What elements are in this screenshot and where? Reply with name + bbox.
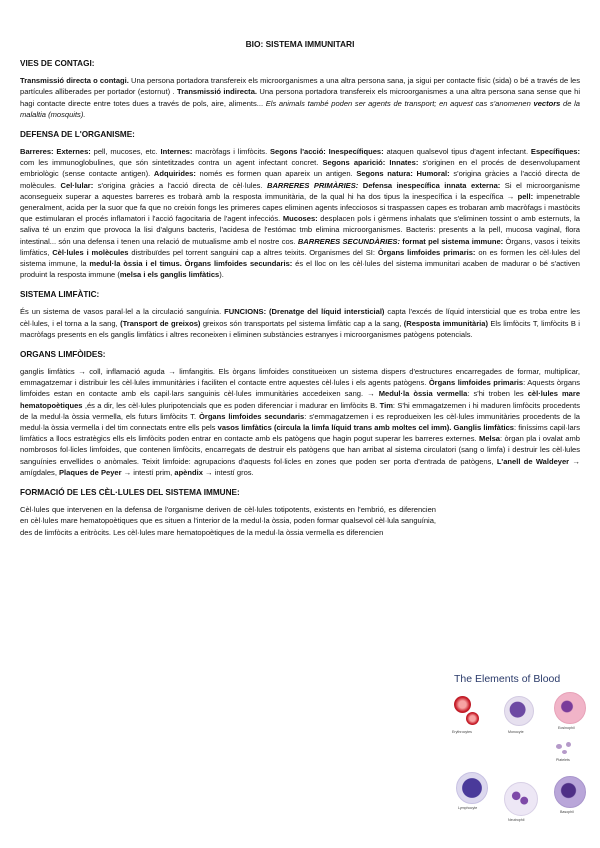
- text-run: Òrgans, vasos i teixits limfàtics,: [20, 236, 580, 257]
- section-paragraph: [20, 306, 580, 340]
- text-run: Cèl·lules i molècules: [52, 247, 129, 257]
- text-run: s'originen en el procés de desenvolupament embriològic (sense contacte antigen).: [20, 158, 581, 179]
- text-run: : s'emmagatzemen i es reprodueixen les cèl·lules immunitàries procedents de la medul·la òssia vermella i del tim connectats entre ells pels: [20, 411, 581, 433]
- text-run: És un sistema de vasos paral·lel a la circulació sanguínia.: [20, 307, 225, 317]
- text-run: Medul·la òssia vermella: [378, 389, 468, 399]
- text-run: Una persona portadora transfereix els microorganismes a una altra persona sana sense que hi hagi contacte directe entre totes dues a través de pols, aire, aliments...: [20, 87, 580, 108]
- text-run: Barreres: Externes:: [20, 147, 91, 157]
- text-run: Internes:: [160, 147, 193, 157]
- text-run: capta l'excés de líquid intersticial que es troba entre les cèl·lules, i el torna a la sang,: [20, 307, 580, 328]
- text-run: distribuïdes pel torrent sanguini cap a altres teixits. Organismes del SI:: [128, 247, 378, 257]
- text-run: (Resposta immunitària): [403, 318, 488, 328]
- text-run: Cèl·lules que intervenen en la defensa de l'organisme deriven de cèl·lules totipotents, existents en l'embrió, es diferencien en cèl·lules mare hematopoètiques que es situen a l'interior de la medul·la òssia, poden formar qualsevol cèl·lula sanguínia, des de limfòcits a eritròcits. Les cèl·lules mare hematopoètiques de la medul·la òssia vermella es diferencien: [20, 505, 436, 537]
- eosinophil-cell-icon: [554, 692, 586, 724]
- figure-label: Erythrocytes: [452, 730, 472, 734]
- section-heading: DEFENSA DE L'ORGANISME:: [20, 130, 135, 140]
- text-run: pell, mucoses, etc.: [90, 147, 161, 157]
- figure-label: Neutrophil: [508, 818, 525, 822]
- erythrocyte-cell-icon: [466, 712, 479, 725]
- text-run: → intestí gros.: [202, 467, 254, 477]
- section-heading: VIES DE CONTAGI:: [20, 59, 95, 69]
- text-run: ).: [219, 270, 224, 280]
- text-run: BARRERES SECUNDÀRIES:: [297, 236, 400, 246]
- text-run: ganglis limfàtics → coll, inflamació aguda → limfangitis. Els òrgans limfoides constitueixen un sistema dispers d'estructures encarregades de formar, multiplicar, emmagatzemar i distribuir les cèl·lules immunitàries i faciliten el contacte entre aquestes cèl·lules i els agents patògens.: [20, 367, 580, 388]
- erythrocyte-cell-icon: [454, 696, 471, 713]
- figure-label: Basophil: [560, 810, 574, 814]
- section-defensa-organisme: [20, 129, 580, 280]
- text-run: Mucoses:: [282, 214, 318, 224]
- lymphocyte-cell-icon: [456, 772, 488, 804]
- text-run: Melsa: [479, 434, 501, 444]
- section-organs-limfoides: [20, 349, 580, 478]
- text-run: Cel·lular:: [60, 180, 94, 190]
- text-run: pell:: [517, 191, 534, 201]
- figure-title: The Elements of Blood: [454, 673, 561, 685]
- text-run: Els limfòcits T, limfòcits B i macròfags presents en els ganglis limfàtics i altres reconeixen i eliminen substàncies estranyes i microorganismes patògens potencials.: [20, 318, 580, 339]
- platelet-icon: [562, 750, 567, 754]
- text-run: apèndix: [174, 467, 203, 477]
- text-run: macròfags i limfòcits.: [192, 147, 271, 157]
- text-run: FUNCIONS: (Drenatge del líquid intersticial): [224, 307, 385, 317]
- text-run: desplacen pols i gèrmens inhalats que s'eliminen tossint o amb esternuts, la saliva té un enzim que provoca la lisi d'alguns bacteris, l'acidesa de l'estómac tmb elimina microorganismes. Bacteris: presents a la pell, mucosa vaginal, flora intestinal... són una defensa i tenen una relació de mutualisme amb el nostre cos.: [20, 214, 580, 246]
- text-run: : finíssims capil·lars limfàtics a llocs estratègics ells els limfòcits poden entrar en contacte amb els patògens que hagin pogut superar les barreres externes.: [20, 423, 580, 444]
- section-sistema-limfatic: [20, 289, 580, 340]
- text-run: → intestí prim,: [121, 467, 175, 477]
- text-run: Òrgans limfoides primaris:: [377, 247, 476, 257]
- text-run: Si el microorganisme aconsegueix superar a aquestes barreres es trobarà amb la resposta immunitària, de la qual hi ha dos tipus la inespecífica i la específica →: [20, 180, 581, 201]
- text-run: Defensa inespecífica innata externa:: [358, 180, 501, 190]
- section-heading: ORGANS LIMFÒIDES:: [20, 350, 106, 360]
- text-run: Plaques de Peyer: [59, 467, 122, 477]
- text-run: : s'hi troben les: [467, 389, 528, 399]
- text-run: → amígdales,: [20, 456, 580, 477]
- text-run: com les immunoglobulines, que són sintetitzades contra un agent infectant concret.: [20, 158, 323, 168]
- text-run: BARRERES PRIMÀRIES:: [267, 180, 359, 190]
- platelet-icon: [556, 744, 562, 749]
- section-formacio-cellules: [20, 487, 436, 538]
- text-run: Òrgans limfoides primaris: [428, 378, 524, 388]
- text-run: melsa i els ganglis limfàtics: [119, 270, 220, 280]
- text-run: només es formen quan apareix un antigen.: [195, 169, 357, 179]
- section-heading: SISTEMA LIMFÀTIC:: [20, 290, 100, 300]
- text-run: Específiques:: [530, 147, 580, 157]
- text-run: de la malaltia (mosquits).: [20, 98, 580, 119]
- text-run: s'origina gràcies a l'acció directa de cèl·lules.: [93, 180, 267, 190]
- text-run: Segons natura: Humoral:: [356, 169, 450, 179]
- text-run: Adquirides:: [153, 169, 196, 179]
- text-run: : S'hi emmagatzemen i hi maduren limfòcits procedents de la medul·la òssia vermella, els futurs limfòcits T.: [20, 400, 580, 421]
- text-run: Transmissió directa o contagi.: [20, 76, 129, 86]
- section-vies-de-contagi: [20, 58, 580, 120]
- monocyte-cell-icon: [504, 696, 534, 726]
- text-run: s'origina gràcies a l'acció directa de molècules.: [20, 169, 581, 190]
- text-run: ataquen qualsevol tipus d'agent infectant.: [383, 147, 531, 157]
- text-run: on es formen les cèl·lules del sistema immune, la: [20, 247, 580, 269]
- section-paragraph: [20, 75, 580, 120]
- text-run: (Transport de greixos): [120, 318, 201, 328]
- figure-label: Platelets: [556, 758, 570, 762]
- text-run: vasos limfàtics (circula la limfa líquid trans amb moltes cel imm). Ganglis limfàtics: [217, 423, 514, 433]
- text-run: és el lloc on les cèl·lules del sistema immunitari acaben de madurar o bé s'activen produint la resposta immune (: [20, 259, 580, 280]
- text-run: medul·la òssia i el timus. Òrgans limfoides secundaris:: [89, 259, 293, 269]
- text-run: L'anell de Waldeyer: [496, 456, 570, 466]
- text-run: : Aquests òrgans limfoides estan en contacte amb els capil·lars sanguinis cèl·lules immunitàries accedeixen sang. →: [20, 378, 581, 399]
- figure-label: Monocyte: [508, 730, 524, 734]
- text-run: greixos són transportats pel sistema limfàtic cap a la sang,: [200, 318, 404, 328]
- text-run: : òrgan pla i ovalat amb nombrosos fol·licles limfoides, que contenen limfòcits, encarregats de destruir els patògens que han arribat al sistema circulatori (sang o limfa) i destruir les cèl·lules sanguínies envellides o anòmales. Teixit limfoide: agrupacions d'aquests fol·licles en zones que poden ser porta d'entrada de patògens,: [20, 434, 580, 466]
- document-title: BIO: SISTEMA IMMUNITARI: [245, 39, 355, 49]
- neutrophil-cell-icon: [504, 782, 538, 816]
- text-run: Una persona portadora transfereix els microorganismes a una altra persona sana, ja sigui per contacte físic (sida) o bé a través de les partícules alliberades per portador (estornut) .: [20, 76, 580, 97]
- basophil-cell-icon: [554, 776, 586, 808]
- text-run: impenetrable generalment, acida per la suor que fa que no creixin fongs les primeres capes eliminen agents infecciosos si traspassen capes es trobaran amb macròfags i mastòcits que estimularan el procés inflamatori i l'acció fagocitaria de l'agent infecciós.: [20, 191, 580, 224]
- text-run: cèl·lules mare hematopoètiques: [20, 389, 581, 410]
- section-paragraph: [20, 504, 436, 538]
- text-run: vectors: [533, 98, 561, 108]
- text-run: Segons l'acció: Inespecífiques:: [270, 147, 384, 157]
- section-heading: FORMACIÓ DE LES CÈL·LULES DEL SISTEMA IMMUNE:: [20, 488, 240, 498]
- text-run: ,és a dir, les cèl·lules pluripotencials que es poden diferenciar i madurar en limfòcits B.: [82, 400, 380, 410]
- figure-label: Lymphocyte: [458, 806, 478, 810]
- text-run: Òrgans limfoides secundaris: [199, 411, 305, 421]
- text-run: format pel sistema immune:: [399, 236, 504, 246]
- text-run: Segons aparició: Innates:: [322, 158, 419, 168]
- text-run: Els animals també poden ser agents de transport; en aquest cas s'anomenen: [265, 98, 534, 108]
- platelet-icon: [566, 742, 571, 747]
- section-paragraph: [20, 146, 580, 280]
- text-run: Tim: [379, 400, 393, 410]
- blood-elements-figure: [446, 672, 596, 832]
- figure-label: Eosinophil: [558, 726, 575, 730]
- text-run: Transmissió indirecta.: [177, 87, 257, 97]
- section-paragraph: [20, 366, 580, 478]
